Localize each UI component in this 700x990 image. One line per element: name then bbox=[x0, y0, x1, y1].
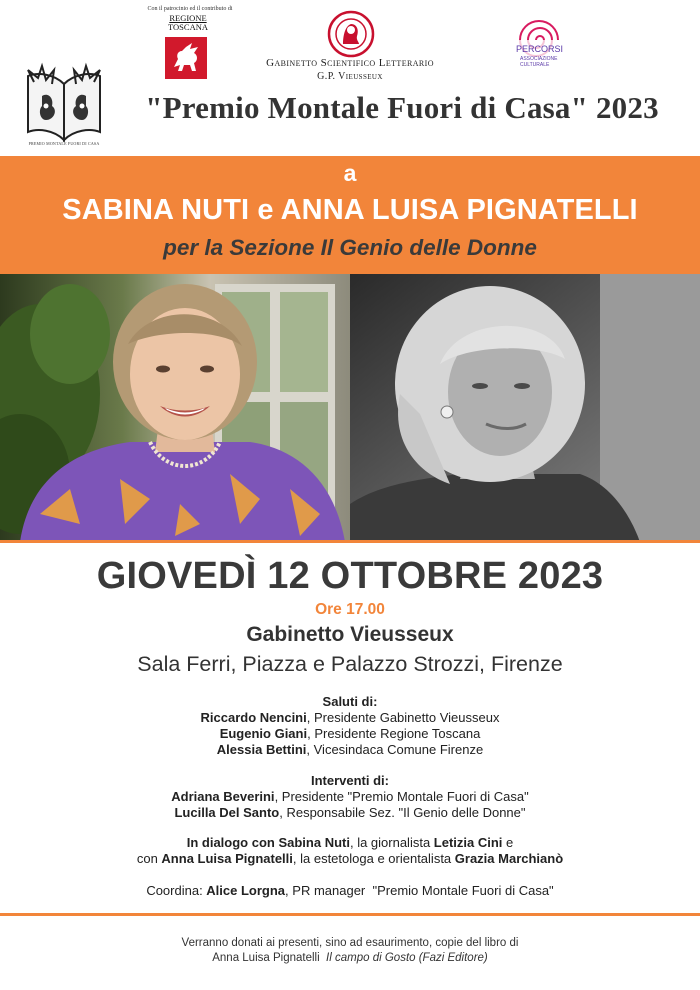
dialogo-part: Anna Luisa Pignatelli bbox=[161, 851, 293, 866]
regione-toscana-label bbox=[148, 14, 228, 32]
event-time: Ore 17.00 bbox=[315, 601, 385, 618]
coordina-label: Coordina: bbox=[146, 883, 207, 898]
interventi-role: , Responsabile Sez. "Il Genio delle Donne" bbox=[279, 805, 526, 820]
percorsi-sub1: ASSOCIAZIONE bbox=[520, 56, 558, 62]
event-date: GIOVEDÌ 12 OTTOBRE 2023 bbox=[96, 555, 604, 597]
dialogo-line2 bbox=[0, 851, 700, 867]
footer-note bbox=[0, 936, 700, 966]
dialogo-part: , la estetologa e orientalista bbox=[292, 851, 455, 866]
dialogo-line1 bbox=[0, 835, 700, 851]
regione-line1: REGIONE bbox=[169, 13, 207, 23]
gabinetto-vieusseux-seal-icon bbox=[327, 10, 375, 58]
interventi-section bbox=[0, 773, 700, 821]
photo-anna-luisa-pignatelli bbox=[350, 274, 700, 542]
saluti-row bbox=[0, 742, 700, 758]
interventi-row bbox=[0, 789, 700, 805]
saluti-name: Riccardo Nencini bbox=[200, 710, 307, 725]
venue-name: Gabinetto Vieusseux bbox=[246, 623, 454, 646]
regione-line2: TOSCANA bbox=[168, 22, 208, 32]
dialogo-part: Grazia Marchianò bbox=[454, 851, 564, 866]
dialogo-part: Letizia Cini bbox=[433, 835, 503, 850]
interventi-row bbox=[0, 805, 700, 821]
dialogo-section bbox=[0, 835, 700, 867]
saluti-name: Eugenio Giani bbox=[219, 726, 308, 741]
band-a-text: a bbox=[343, 160, 357, 186]
footer-book: Il campo di Gosto (Fazi Editore) bbox=[326, 952, 488, 964]
regione-toscana-pegasus-icon bbox=[156, 37, 216, 79]
interventi-heading: Interventi di: bbox=[310, 773, 389, 788]
dialogo-part: In dialogo con Sabina Nuti bbox=[186, 835, 350, 850]
premio-montale-logo bbox=[24, 62, 104, 150]
dialogo-part: e bbox=[502, 835, 514, 850]
gabinetto-line1: Gabinetto Scientifico Letterario bbox=[266, 57, 434, 69]
saluti-role: , Vicesindaca Comune Firenze bbox=[306, 742, 484, 757]
footer-author: Anna Luisa Pignatelli bbox=[212, 952, 327, 964]
saluti-row bbox=[0, 726, 700, 742]
gabinetto-name bbox=[230, 56, 470, 84]
dialogo-part: con bbox=[136, 851, 162, 866]
premio-logo-caption: PREMIO MONTALE FUORI DI CASA bbox=[28, 141, 100, 146]
patronage-note: Con il patrocinio ed il contributo di bbox=[147, 6, 233, 12]
interventi-name: Lucilla Del Santo bbox=[174, 805, 280, 820]
premio-title: "Premio Montale Fuori di Casa" 2023 bbox=[145, 90, 659, 125]
bottom-divider-line bbox=[0, 913, 700, 916]
gabinetto-line2: G.P. Vieusseux bbox=[317, 71, 383, 82]
photo-sabina-nuti bbox=[0, 274, 350, 542]
venue-address: Sala Ferri, Piazza e Palazzo Strozzi, Firenze bbox=[137, 652, 563, 676]
percorsi-spiral-logo bbox=[510, 10, 570, 70]
saluti-heading: Saluti di: bbox=[322, 694, 378, 709]
saluti-name: Alessia Bettini bbox=[216, 742, 307, 757]
saluti-role: , Presidente Gabinetto Vieusseux bbox=[306, 710, 500, 725]
photo-divider-line bbox=[0, 540, 700, 543]
honorees-names: SABINA NUTI e ANNA LUISA PIGNATELLI bbox=[62, 194, 638, 226]
footer-line2 bbox=[0, 951, 700, 966]
saluti-row bbox=[0, 710, 700, 726]
dialogo-part: , la giornalista bbox=[349, 835, 434, 850]
interventi-role: , Presidente "Premio Montale Fuori di Casa" bbox=[274, 789, 529, 804]
footer-line1: Verranno donati ai presenti, sino ad esaurimento, copie del libro di bbox=[181, 937, 519, 949]
section-name: per la Sezione Il Genio delle Donne bbox=[163, 235, 537, 260]
percorsi-word: PERCORSI bbox=[516, 44, 564, 54]
saluti-role: , Presidente Regione Toscana bbox=[307, 726, 481, 741]
percorsi-sub2: CULTURALE bbox=[520, 62, 550, 68]
interventi-name: Adriana Beverini bbox=[171, 789, 275, 804]
coordina-role: , PR manager "Premio Montale Fuori di Casa" bbox=[285, 883, 554, 898]
saluti-section bbox=[0, 694, 700, 758]
coordina-section bbox=[0, 883, 700, 899]
coordina-name: Alice Lorgna bbox=[206, 883, 286, 898]
